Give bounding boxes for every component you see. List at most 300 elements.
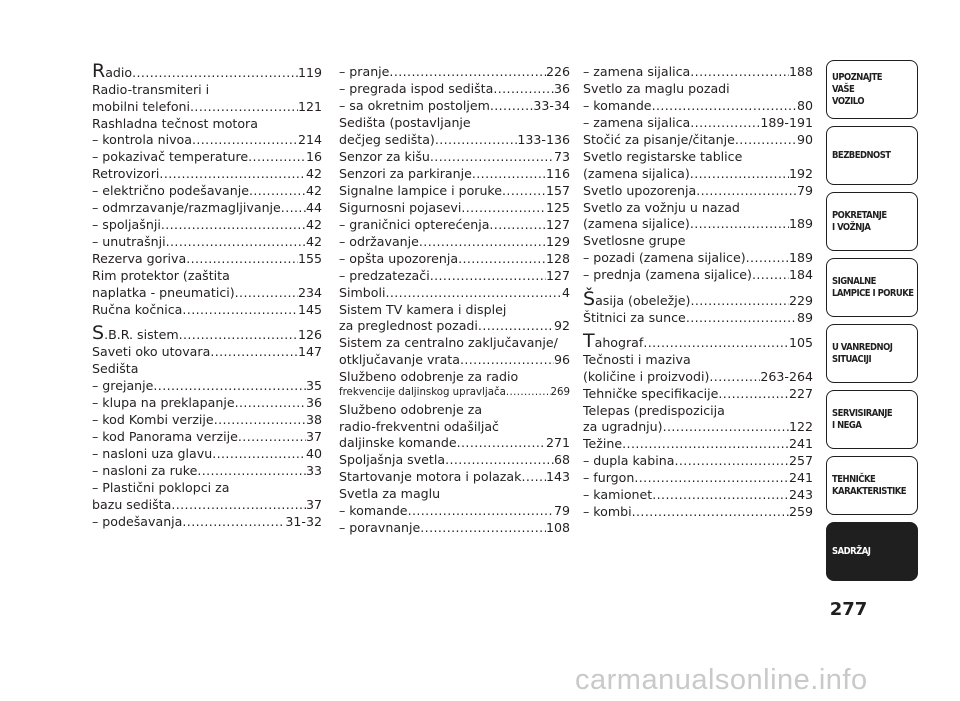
- index-entry: [92, 234, 322, 251]
- index-entry-main: [92, 463, 322, 480]
- index-entry-heading: Sedišta: [92, 361, 139, 376]
- index-entry-title: Spoljašnja svetla: [339, 452, 446, 467]
- index-entry-title: (zamena sijalica): [583, 165, 690, 181]
- index-entry: [339, 503, 570, 520]
- dot-leader: [153, 378, 306, 395]
- index-page-ref: 241: [788, 436, 813, 451]
- tab-8[interactable]: SADRŽAJ: [826, 522, 918, 581]
- index-page-ref: 127: [545, 267, 570, 283]
- index-entry: [583, 267, 813, 284]
- index-entry-main: [92, 302, 322, 319]
- index-entry-main: [92, 217, 322, 234]
- index-entry-title: – kontrola nivoa: [92, 132, 192, 147]
- index-entry-main: [92, 344, 322, 361]
- dot-leader: [634, 470, 789, 487]
- index-entry-main: [339, 469, 570, 486]
- dot-leader: [472, 166, 546, 183]
- index-entry-line: radio-frekventni odašiljač: [339, 418, 499, 434]
- index-entry: [92, 429, 322, 446]
- index-entry-main: [92, 497, 322, 514]
- index-entry-main: [583, 183, 813, 200]
- index-entry-title: asija (obeležje): [595, 292, 691, 308]
- watermark: carmanualsonline.info: [575, 664, 868, 696]
- index-entry-title: – prednja (zamena sijalice): [583, 267, 752, 282]
- index-page-ref: 31-32: [285, 513, 322, 529]
- initial-letter: T: [583, 330, 595, 352]
- index-entry-main: [583, 436, 813, 453]
- dot-leader: [690, 64, 789, 81]
- index-page-ref: 38: [305, 412, 322, 427]
- page-number: 277: [829, 599, 868, 620]
- index-entry-heading: Svetlo za maglu pozadi: [583, 81, 730, 96]
- index-entry-main: [583, 504, 813, 521]
- dot-leader: [493, 81, 554, 98]
- index-entry: [583, 233, 813, 250]
- dot-leader: [458, 251, 546, 268]
- index-column-3: [583, 64, 813, 521]
- index-entry: [583, 453, 813, 470]
- index-entry-main: [339, 149, 570, 166]
- index-entry-main: [339, 435, 570, 452]
- index-entry: [92, 378, 322, 395]
- index-page-ref: 73: [553, 148, 570, 164]
- dot-leader: [408, 503, 554, 520]
- index-entry: [92, 480, 322, 513]
- index-page-ref: 147: [297, 344, 322, 359]
- index-entry-title: – električno podešavanje: [92, 183, 249, 198]
- index-entry-main: [339, 217, 570, 234]
- index-entry-title: Ručna kočnica: [92, 301, 183, 317]
- index-entry: [583, 81, 813, 98]
- index-page-ref: 42: [305, 183, 322, 198]
- index-entry-main: [92, 166, 322, 183]
- index-entry-main: [92, 378, 322, 395]
- index-entry: [339, 200, 570, 217]
- index-page-ref: 133-136: [517, 131, 570, 147]
- index-entry: [583, 436, 813, 453]
- index-entry-main: [92, 149, 322, 166]
- index-entry-main: [339, 503, 570, 520]
- dot-leader: [663, 419, 789, 436]
- index-entry-title: – sa okretnim postoljem: [339, 98, 490, 113]
- index-entry: [92, 463, 322, 480]
- index-entry: [583, 183, 813, 200]
- index-entry-heading: Svetla za maglu: [339, 486, 441, 501]
- index-entry-title: mobilni telefoni: [92, 98, 191, 114]
- dot-leader: [652, 98, 797, 115]
- index-entry: [583, 132, 813, 149]
- index-page-ref: 234: [297, 284, 322, 300]
- dot-leader: [190, 99, 298, 116]
- index-entry-title: – opšta upozorenja: [339, 250, 459, 266]
- index-entry-title: – pozadi (zamena sijalice): [583, 250, 746, 265]
- index-entry-title: naplatka - pneumatici): [92, 284, 235, 300]
- dot-leader: [461, 200, 546, 217]
- index-entry-main: [583, 330, 813, 352]
- index-entry: [92, 344, 322, 361]
- index-entry-title: – kod Panorama verzije: [92, 429, 238, 444]
- dot-leader: [652, 487, 789, 504]
- index-entry-main: [339, 352, 570, 369]
- index-entry: [583, 98, 813, 115]
- index-entry-title: – pranje: [339, 64, 390, 79]
- index-entry-line: Svetlo registarske tablice: [583, 149, 743, 164]
- index-entry: [583, 403, 813, 436]
- index-entry: [339, 217, 570, 234]
- index-entry-title: – furgon: [583, 470, 635, 485]
- dot-leader: [460, 352, 554, 369]
- tab-5[interactable]: U VANREDNOJ SITUACIJI: [826, 324, 918, 383]
- index-entry: [339, 285, 570, 302]
- index-entry: [92, 251, 322, 268]
- index-entry-line: Službeno odobrenje za: [339, 402, 483, 417]
- dot-leader: [214, 412, 306, 429]
- index-entry-main: [583, 487, 813, 504]
- dot-leader: [179, 327, 298, 344]
- index-entry-title: – spoljašnji: [92, 217, 161, 232]
- index-page-ref: 126: [297, 327, 322, 342]
- tab-3[interactable]: POKRETANJE I VOŽNJA: [826, 192, 918, 251]
- index-entry-title: – unutrašnji: [92, 234, 166, 249]
- index-entry: [339, 486, 570, 503]
- index-entry-main: [583, 310, 813, 327]
- index-page-ref: 121: [297, 98, 322, 114]
- index-entry-title: – zamena sijalica: [583, 64, 691, 79]
- index-entry-title: – komande: [339, 503, 408, 518]
- index-entry: [583, 149, 813, 182]
- index-entry-line: Sistem za centralno zaključavanje/: [339, 335, 558, 350]
- dot-leader: [735, 132, 797, 149]
- index-entry-main: [92, 412, 322, 429]
- dot-leader: [161, 217, 306, 234]
- index-entry-title: – nasloni za ruke: [92, 463, 198, 478]
- index-page-ref: 36: [305, 395, 322, 410]
- index-entry-title: daljinske komande: [339, 435, 457, 450]
- index-entry: [339, 115, 570, 148]
- dot-leader: [182, 514, 285, 531]
- index-entry: [583, 310, 813, 327]
- index-page-ref: 184: [788, 267, 813, 282]
- index-entry: [339, 64, 570, 81]
- index-entry-line: Radio-transmiteri i: [92, 82, 210, 97]
- index-entry-line: Rashladna tečnost motora: [92, 115, 258, 131]
- index-entry-main: [92, 60, 322, 82]
- index-entry: [339, 268, 570, 285]
- dot-leader: [521, 469, 546, 486]
- index-entry: [92, 82, 322, 115]
- index-entry-title: za ugradnju): [583, 419, 663, 434]
- index-entry: [92, 446, 322, 463]
- dot-leader: [502, 183, 546, 200]
- index-page-ref: 129: [545, 233, 570, 249]
- index-entry-title: Retrovizori: [92, 166, 160, 181]
- index-entry-title: Startovanje motora i polazak: [339, 469, 522, 484]
- index-entry-line: Svetlo za vožnju u nazad: [583, 199, 740, 215]
- index-page-ref: 108: [545, 520, 570, 535]
- index-entry-line: Sistem TV kamera i displej: [339, 301, 507, 317]
- index-entry-main: [92, 99, 322, 116]
- index-entry-title: dečjeg sedišta): [339, 131, 435, 147]
- index-entry-title: – komande: [583, 98, 652, 113]
- index-entry-title: adio: [105, 65, 133, 80]
- index-entry: [92, 116, 322, 149]
- index-entry-main: [583, 369, 813, 386]
- index-page-ref: 145: [297, 301, 322, 317]
- index-entry-main: [92, 132, 322, 149]
- dot-leader: [690, 216, 789, 233]
- index-entry-title: Težine: [583, 436, 623, 451]
- dot-leader: [281, 200, 306, 217]
- index-entry: [583, 352, 813, 385]
- dot-leader: [385, 285, 562, 302]
- index-entry: [92, 166, 322, 183]
- index-column-2: [339, 64, 570, 537]
- index-entry-main: [92, 446, 322, 463]
- index-entry-main: [339, 166, 570, 183]
- index-page-ref: 189: [788, 216, 813, 231]
- index-entry-title: Svetlo upozorenja: [583, 182, 697, 198]
- index-entry: [92, 217, 322, 234]
- index-entry-title: otključavanje vrata: [339, 351, 460, 367]
- dot-leader: [430, 149, 554, 166]
- index-page-ref: 79: [553, 503, 570, 518]
- index-entry-main: [92, 251, 322, 268]
- index-page-ref: 33-34: [533, 98, 570, 113]
- index-entry-main: [339, 183, 570, 200]
- index-entry-title: Štitnici za sunce: [583, 309, 686, 325]
- index-entry-main: [339, 64, 570, 81]
- index-entry-title: – predzatezači: [339, 267, 430, 283]
- index-page-ref: 105: [788, 335, 813, 350]
- index-entry: [339, 302, 570, 335]
- index-entry: [339, 452, 570, 469]
- index-entry-line: Tečnosti i maziva: [583, 352, 691, 367]
- index-entry-title: – pregrada ispod sedišta: [339, 81, 494, 96]
- index-entry: [583, 287, 813, 310]
- index-entry: [339, 234, 570, 251]
- index-page-ref: 128: [545, 250, 570, 266]
- index-entry: [339, 335, 570, 368]
- index-entry: [339, 166, 570, 183]
- dot-leader: [686, 310, 797, 327]
- index-page-ref: 227: [788, 385, 813, 401]
- index-entry-title: Signalne lampice i poruke: [339, 182, 503, 198]
- index-entry-title: – dupla kabina: [583, 453, 675, 468]
- index-entry-main: [92, 285, 322, 302]
- index-entry-title: Sigurnosni pojasevi: [339, 199, 462, 215]
- index-entry-main: [583, 115, 813, 132]
- tab-7[interactable]: TEHNIČKE KARAKTERISTIKE: [826, 456, 918, 515]
- index-entry-line: Službeno odobrenje za radio: [339, 368, 519, 384]
- index-entry: [92, 302, 322, 319]
- index-entry-main: [583, 216, 813, 233]
- dot-leader: [674, 453, 788, 470]
- dot-leader: [389, 64, 546, 81]
- index-page-ref: 90: [796, 132, 813, 147]
- index-entry-main: [92, 234, 322, 251]
- index-entry-title: Saveti oko utovara: [92, 344, 211, 359]
- tab-6[interactable]: SERVISIRANJE I NEGA: [826, 390, 918, 449]
- index-page-ref: 189-191: [760, 115, 813, 130]
- dot-leader: [171, 497, 306, 514]
- index-entry-main: [339, 268, 570, 285]
- index-entry-main: [583, 250, 813, 267]
- index-entry-main: [583, 453, 813, 470]
- index-entry-title: Stočić za pisanje/čitanje: [583, 132, 735, 147]
- index-page-ref: 36: [553, 81, 570, 96]
- dot-leader: [435, 132, 518, 149]
- index-page-ref: 42: [305, 166, 322, 181]
- index-page-ref: 35: [305, 378, 322, 393]
- index-entry-title: – odmrzavanje/razmagljivanje: [92, 200, 281, 215]
- index-page-ref: 42: [305, 234, 322, 249]
- index-entry: [339, 369, 570, 402]
- index-page-ref: 214: [297, 132, 322, 147]
- index-page-ref: 16: [305, 149, 322, 164]
- index-entry-heading: Svetlosne grupe: [583, 233, 686, 248]
- index-entry-title: – održavanje: [339, 233, 419, 249]
- dot-leader: [478, 318, 554, 335]
- index-entry: [339, 520, 570, 537]
- index-entry-main: [339, 285, 570, 302]
- index-entry-main: [339, 200, 570, 217]
- index-page-ref: 271: [545, 435, 570, 450]
- index-entry-main: [92, 395, 322, 412]
- index-page-ref: 4: [561, 284, 570, 300]
- index-entry: [92, 361, 322, 378]
- dot-leader: [746, 250, 789, 267]
- initial-letter: S: [92, 322, 105, 344]
- index-page-ref: 79: [796, 182, 813, 198]
- index-entry-main: [583, 64, 813, 81]
- index-page-ref: 125: [545, 199, 570, 215]
- index-entry-title: (količine i proizvodi): [583, 368, 710, 384]
- dot-leader: [197, 463, 306, 480]
- dot-leader: [752, 267, 789, 284]
- dot-leader: [248, 149, 306, 166]
- dot-leader: [690, 166, 789, 183]
- index-entry: [92, 395, 322, 412]
- index-entry: [92, 514, 322, 531]
- dot-leader: [166, 234, 306, 251]
- index-entry-title: – klupa na preklapanje: [92, 395, 235, 410]
- index-entry: [583, 115, 813, 132]
- index-entry-main: [583, 132, 813, 149]
- dot-leader: [709, 369, 760, 386]
- index-page-ref: 92: [553, 318, 570, 333]
- tab-2[interactable]: BEZBEDNOST: [826, 126, 918, 185]
- index-entry-main: [583, 166, 813, 183]
- index-entry: [92, 183, 322, 200]
- index-entry: [92, 149, 322, 166]
- dot-leader: [420, 520, 546, 537]
- index-entry: [583, 386, 813, 403]
- index-page-ref: 122: [788, 419, 813, 434]
- index-entry: [583, 470, 813, 487]
- dot-leader: [445, 452, 554, 469]
- index-entry-title: (zamena sijalice): [583, 216, 690, 231]
- dot-leader: [696, 183, 797, 200]
- dot-leader: [690, 115, 760, 132]
- index-entry: [92, 268, 322, 301]
- index-page-ref: 263-264: [760, 368, 813, 384]
- index-entry: [92, 322, 322, 344]
- dot-leader: [457, 435, 546, 452]
- dot-leader: [489, 217, 546, 234]
- index-entry-title: – nasloni uza glavu: [92, 446, 213, 461]
- index-entry-title: – kod Kombi verzije: [92, 412, 214, 427]
- index-entry-main: [92, 200, 322, 217]
- dot-leader: [212, 446, 306, 463]
- initial-letter: Š: [583, 287, 596, 310]
- index-page-ref: 259: [788, 504, 813, 519]
- index-entry-line: Sedišta (postavljanje: [339, 115, 471, 130]
- index-page-ref: 143: [545, 469, 570, 484]
- index-entry-title: bazu sedišta: [92, 496, 172, 512]
- initial-letter: R: [92, 60, 106, 82]
- dot-leader: [690, 293, 789, 310]
- dot-leader: [718, 386, 789, 403]
- index-entry-main: [92, 322, 322, 344]
- index-page-ref: 37: [305, 429, 322, 444]
- dot-leader: [159, 166, 306, 183]
- chapter-tabs: [826, 60, 918, 588]
- index-entry: [583, 200, 813, 233]
- index-entry-line: – Plastični poklopci za: [92, 480, 230, 495]
- index-entry-title: – poravnanje: [339, 520, 421, 535]
- index-page-ref: 68: [553, 452, 570, 467]
- index-entry-main: [92, 183, 322, 200]
- index-entry-main: [339, 520, 570, 537]
- index-entry-title: .B.R. sistem: [104, 327, 179, 342]
- index-page-ref: 37: [305, 496, 322, 512]
- tab-1[interactable]: UPOZNAJTE VAŠE VOZILO: [826, 60, 918, 119]
- dot-leader: [430, 268, 546, 285]
- index-entry-title: – kombi: [583, 504, 632, 519]
- index-page-ref: 226: [545, 64, 570, 79]
- index-page-ref: 80: [796, 98, 813, 113]
- index-entry-main: [583, 98, 813, 115]
- index-entry: [583, 330, 813, 352]
- index-entry-main: [92, 429, 322, 446]
- index-entry-line: Rim protektor (zaštita: [92, 268, 230, 283]
- index-column-1: [92, 60, 322, 531]
- index-entry-title: frekvencije daljinskog upravljača: [339, 387, 506, 398]
- index-entry-title: Tehničke specifikacije: [583, 385, 719, 401]
- dot-leader: [186, 251, 298, 268]
- index-entry: [339, 183, 570, 200]
- dot-leader: [210, 344, 298, 361]
- index-entry-title: Senzori za parkiranje: [339, 165, 472, 181]
- index-entry-main: [339, 318, 570, 335]
- index-entry-main: [339, 132, 570, 149]
- dot-leader: [622, 436, 789, 453]
- dot-leader: [235, 285, 298, 302]
- index-entry-main: [583, 287, 813, 310]
- index-entry: [92, 200, 322, 217]
- index-entry: [583, 487, 813, 504]
- tab-4[interactable]: SIGNALNE LAMPICE I PORUKE: [826, 258, 918, 317]
- index-page-ref: 188: [788, 64, 813, 79]
- dot-leader: [506, 385, 551, 402]
- index-page-ref: 96: [553, 351, 570, 367]
- dot-leader: [643, 335, 789, 352]
- index-page-ref: 44: [305, 200, 322, 215]
- index-entry-title: Simboli: [339, 284, 386, 300]
- index-entry: [92, 60, 322, 82]
- index-entry-title: Rezerva goriva: [92, 251, 187, 266]
- index-entry: [339, 251, 570, 268]
